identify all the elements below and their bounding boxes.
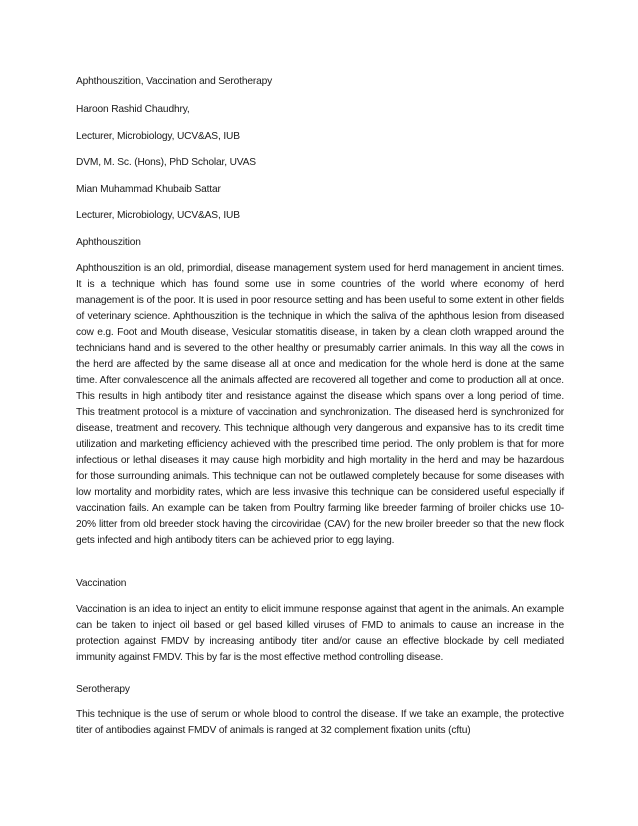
section-body-aphthouszition: Aphthouszition is an old, primordial, disease management system used for herd management in ancient times. It is a technique which has found some use in some countries of the world where economy of herd management is of the poor. It is used in poor resource setting and has been useful to some extent in other fields of veterinary science. Aphthouszition is the technique in which the saliva of the aphthous lesion from diseased cow e.g. Foot and Mouth disease, Vesicular stomatitis disease, in taken by a clean cloth wrapped around the technicians hand and is severed to the other healthy or presumably carrier animals. In this way all the cows in the herd are affected by the same disease all at once and medication for the whole herd is done at the same time. After convalescence all the animals affected are recovered all together and come to production all at once. This results in high antibody titer and resistance against the disease which spans over a long period of time. This treatment protocol is a mixture of vaccination and synchronization. The diseased herd is synchronized for disease, treatment and recovery. This technique although very dangerous and expansive has to its credit time utilization and marketing efficiency achieved with the prescribed time period. The only problem is that for more infectious or lethal diseases it may cause high morbidity and high mortality in the herd and may be hazardous for those surrounding animals. This technique can not be outlawed completely because for some diseases with low mortality and morbidity rates, which are less invasive this technique can be considered useful especially if vaccination fails. An example can be taken from Poultry farming like breeder farming of broiler chicks use 10-20% litter from old breeder stock having the circoviridae (CAV) for the new broiler breeder so that the new flock gets infected and high antibody titers can be achieved prior to egg laying. xyxy=(76,263,564,546)
author-name-1: Haroon Rashid Chaudhry, xyxy=(76,104,190,115)
author-degree-1: DVM, M. Sc. (Hons), PhD Scholar, UVAS xyxy=(76,157,256,168)
author-affiliation-1: Lecturer, Microbiology, UCV&AS, IUB xyxy=(76,131,240,142)
author-name-2: Mian Muhammad Khubaib Sattar xyxy=(76,184,221,195)
section-heading-serotherapy: Serotherapy xyxy=(76,684,130,695)
section-heading-aphthouszition: Aphthouszition xyxy=(76,237,141,248)
author-affiliation-2: Lecturer, Microbiology, UCV&AS, IUB xyxy=(76,210,240,221)
section-heading-vaccination: Vaccination xyxy=(76,578,127,589)
section-body-vaccination: Vaccination is an idea to inject an entity to elicit immune response against that agent in the animals. An example can be taken to inject oil based or gel based killed viruses of FMD to animals to cause an increase in the protection against FMDV by increasing antibody titer and/or cause an effective blockade by cell mediated immunity against FMDV. This by far is the most effective method controlling disease. xyxy=(76,604,564,663)
section-body-serotherapy: This technique is the use of serum or whole blood to control the disease. If we take an example, the protective titer of antibodies against FMDV of animals is ranged at 32 complement fixation units (cftu) xyxy=(76,709,564,736)
document-title: Aphthouszition, Vaccination and Serotherapy xyxy=(76,76,273,87)
